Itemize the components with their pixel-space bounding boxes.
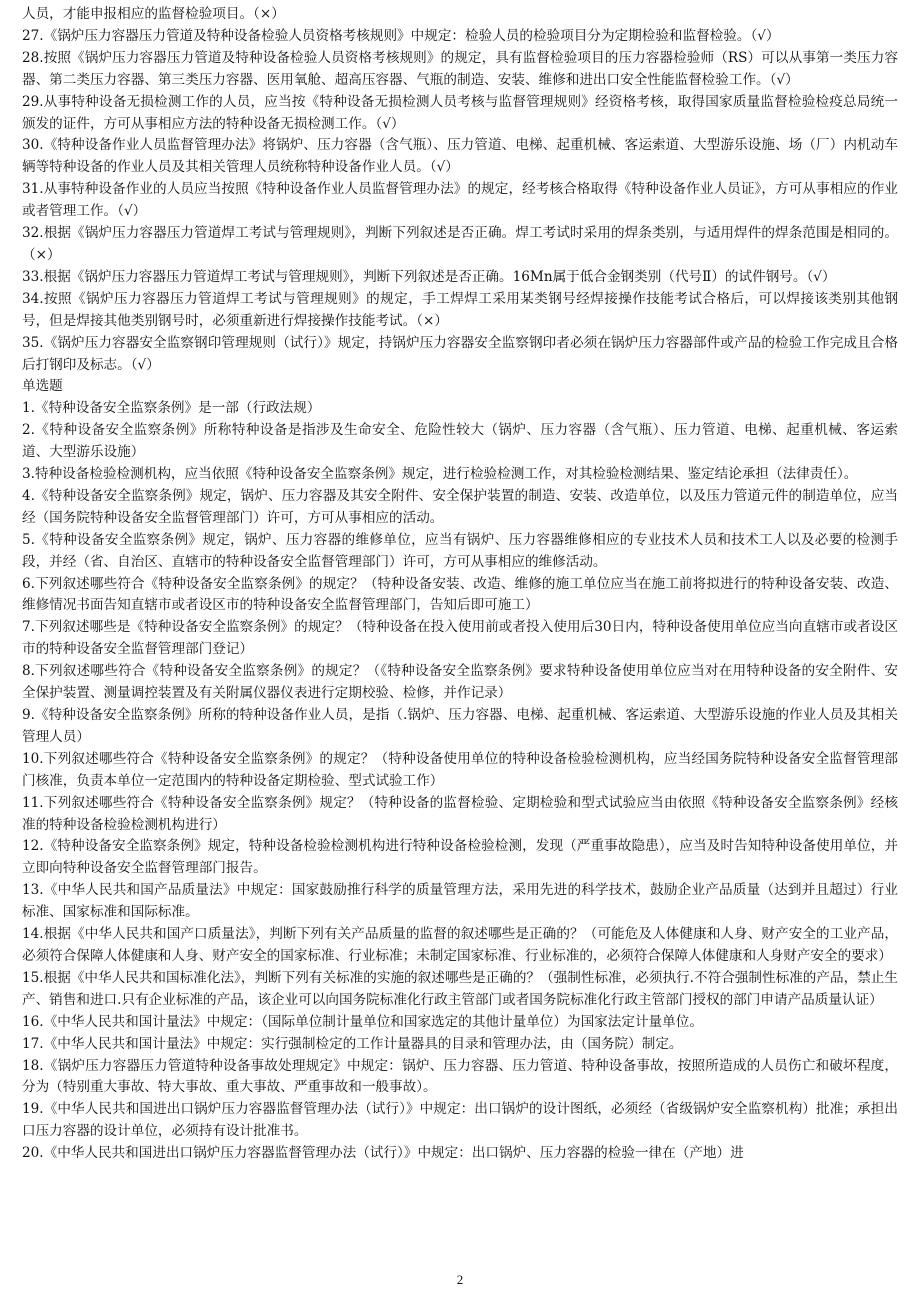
document-body bbox=[22, 4, 898, 1165]
paragraph: 20.《中华人民共和国进出口锅炉压力容器监督管理办法（试行）》中规定：出口锅炉、压力容器的检验一律在（产地）进 bbox=[22, 1145, 744, 1162]
page-number: 2 bbox=[456, 1272, 464, 1287]
paragraph: 17.《中华人民共和国计量法》中规定：实行强制检定的工作计量器具的目录和管理办法，由（国务院）制定。 bbox=[22, 1035, 683, 1052]
paragraph: 5.《特种设备安全监察条例》规定，锅炉、压力容器的维修单位，应当有锅炉、压力容器维修相应的专业技术人员和技术工人以及必要的检测手段，并经（省、自治区、直辖市的特种设备安全监督管理部门）许可，方可从事相应的维修活动。 bbox=[22, 531, 898, 570]
paragraph: 1.《特种设备安全监察条例》是一部（行政法规） bbox=[22, 400, 321, 417]
paragraph: 28.按照《锅炉压力容器压力管道及特种设备检验人员资格考核规则》的规定，具有监督检验项目的压力容器检验师（RS）可以从事第一类压力容器、第二类压力容器、第三类压力容器、医用氧舱、超高压容器、气瓶的制造、安装、维修和进出口安全性能监督检验工作。（√） bbox=[22, 49, 898, 88]
paragraph: 9.《特种设备安全监察条例》所称的特种设备作业人员，是指（.锅炉、压力容器、电梯、起重机械、客运索道、大型游乐设施的作业人员及其相关管理人员） bbox=[22, 707, 898, 745]
paragraph: 35.《锅炉压力容器安全监察钢印管理规则（试行）》规定，持锅炉压力容器安全监察钢印者必须在锅炉压力容器部件或产品的检验工作完成且合格后打钢印及标志。（√） bbox=[22, 334, 898, 373]
paragraph: 27.《锅炉压力容器压力管道及特种设备检验人员资格考核规则》中规定：检验人员的检验项目分为定期检验和监督检验。（√） bbox=[22, 27, 780, 44]
paragraph: 10.下列叙述哪些符合《特种设备安全监察条例》的规定？（特种设备使用单位的特种设备检验检测机构，应当经国务院特种设备安全监督管理部门核准，负责本单位一定范围内的特种设备定期检验、型式试验工作） bbox=[22, 750, 898, 789]
paragraph: 7.下列叙述哪些是《特种设备安全监察条例》的规定？（特种设备在投入使用前或者投入使用后30日内，特种设备使用单位应当向直辖市或者设区市的特种设备安全监督管理部门登记） bbox=[22, 619, 898, 658]
paragraph: 11.下列叙述哪些符合《特种设备安全监察条例》规定？（特种设备的监督检验、定期检验和型式试验应当由依照《特种设备安全监察条例》经核准的特种设备检验检测机构进行） bbox=[22, 794, 898, 833]
paragraph: 3.特种设备检验检测机构，应当依照《特种设备安全监察条例》规定，进行检验检测工作，对其检验检测结果、鉴定结论承担（法律责任）。 bbox=[22, 466, 858, 483]
paragraph: 18.《锅炉压力容器压力管道特种设备事故处理规定》中规定：锅炉、压力容器、压力管道、特种设备事故，按照所造成的人员伤亡和破坏程度，分为（特别重大事故、特大事故、重大事故、严重事故和一般事故）。 bbox=[22, 1057, 898, 1096]
paragraph: 30.《特种设备作业人员监督管理办法》将锅炉、压力容器（含气瓶）、压力管道、电梯、起重机械、客运索道、大型游乐设施、场（厂）内机动车辆等特种设备的作业人员及其相关管理人员统称特种设备作业人员。（√） bbox=[22, 137, 898, 176]
paragraph: 2.《特种设备安全监察条例》所称特种设备是指涉及生命安全、危险性较大（锅炉、压力容器（含气瓶）、压力管道、电梯、起重机械、客运索道、大型游乐设施） bbox=[22, 422, 898, 461]
paragraph: 33.根据《锅炉压力容器压力管道焊工考试与管理规则》，判断下列叙述是否正确。16Mn属于低合金钢类别（代号Ⅱ）的试件钢号。（√） bbox=[22, 268, 836, 285]
paragraph: 4.《特种设备安全监察条例》规定，锅炉、压力容器及其安全附件、安全保护装置的制造、安装、改造单位，以及压力管道元件的制造单位，应当经（国务院特种设备安全监督管理部门）许可，方可从事相应的活动。 bbox=[22, 487, 898, 526]
paragraph: 31.从事特种设备作业的人员应当按照《特种设备作业人员监督管理办法》的规定，经考核合格取得《特种设备作业人员证》，方可从事相应的作业或者管理工作。（√） bbox=[22, 181, 898, 220]
section-heading: 单选题 bbox=[22, 378, 63, 395]
paragraph: 15.根据《中华人民共和国标准化法》，判断下列有关标准的实施的叙述哪些是正确的？（强制性标准，必须执行.不符合强制性标准的产品，禁止生产、销售和进口.只有企业标准的产品，该企业可以向国务院标准化行政主管部门或者国务院标准化行政主管部门授权的部门申请产品质量认证） bbox=[22, 969, 898, 1008]
paragraph: 32.根据《锅炉压力容器压力管道焊工考试与管理规则》，判断下列叙述是否正确。焊工考试时采用的焊条类别，与适用焊件的焊条范围是相同的。（×） bbox=[22, 225, 898, 263]
paragraph: 12.《特种设备安全监察条例》规定，特种设备检验检测机构进行特种设备检验检测，发现（严重事故隐患），应当及时告知特种设备使用单位，并立即向特种设备安全监督管理部门报告。 bbox=[22, 838, 898, 877]
paragraph: 6.下列叙述哪些符合《特种设备安全监察条例》的规定？（特种设备安装、改造、维修的施工单位应当在施工前将拟进行的特种设备安装、改造、维修情况书面告知直辖市或者设区市的特种设备安全监督管理部门，告知后即可施工） bbox=[22, 575, 898, 614]
paragraph: 8.下列叙述哪些符合《特种设备安全监察条例》的规定？（《特种设备安全监察条例》要求特种设备使用单位应当对在用特种设备的安全附件、安全保护装置、测量调控装置及有关附属仪器仪表进行定期校验、检修，并作记录） bbox=[22, 663, 898, 702]
paragraph: 19.《中华人民共和国进出口锅炉压力容器监督管理办法（试行）》中规定：出口锅炉的设计图纸，必须经（省级锅炉安全监察机构）批准；承担出口压力容器的设计单位，必须持有设计批准书。 bbox=[22, 1101, 898, 1140]
paragraph: 14.根据《中华人民共和国产口质量法》，判断下列有关产品质量的监督的叙述哪些是正确的？（可能危及人体健康和人身、财产安全的工业产品，必须符合保障人体健康和人身、财产安全的国家标准、行业标准；未制定国家标准、行业标准的，必须符合保障人体健康和人身财产安全的要求） bbox=[22, 926, 898, 964]
paragraph: 29.从事特种设备无损检测工作的人员，应当按《特种设备无损检测人员考核与监督管理规则》经资格考核，取得国家质量监督检验检疫总局统一颁发的证件，方可从事相应方法的特种设备无损检测工作。（√） bbox=[22, 93, 898, 132]
paragraph: 人员，才能申报相应的监督检验项目。（×） bbox=[22, 6, 285, 22]
paragraph: 16.《中华人民共和国计量法》中规定：（国际单位制计量单位和国家选定的其他计量单位）为国家法定计量单位。 bbox=[22, 1013, 703, 1030]
paragraph: 13.《中华人民共和国产品质量法》中规定：国家鼓励推行科学的质量管理方法，采用先进的科学技术，鼓励企业产品质量（达到并且超过）行业标准、国家标准和国际标准。 bbox=[22, 882, 898, 921]
paragraph: 34.按照《锅炉压力容器压力管道焊工考试与管理规则》的规定，手工焊焊工采用某类钢号经焊接操作技能考试合格后，可以焊接该类别其他钢号，但是焊接其他类别钢号时，必须重新进行焊接操作技能考试。（×） bbox=[22, 290, 898, 329]
